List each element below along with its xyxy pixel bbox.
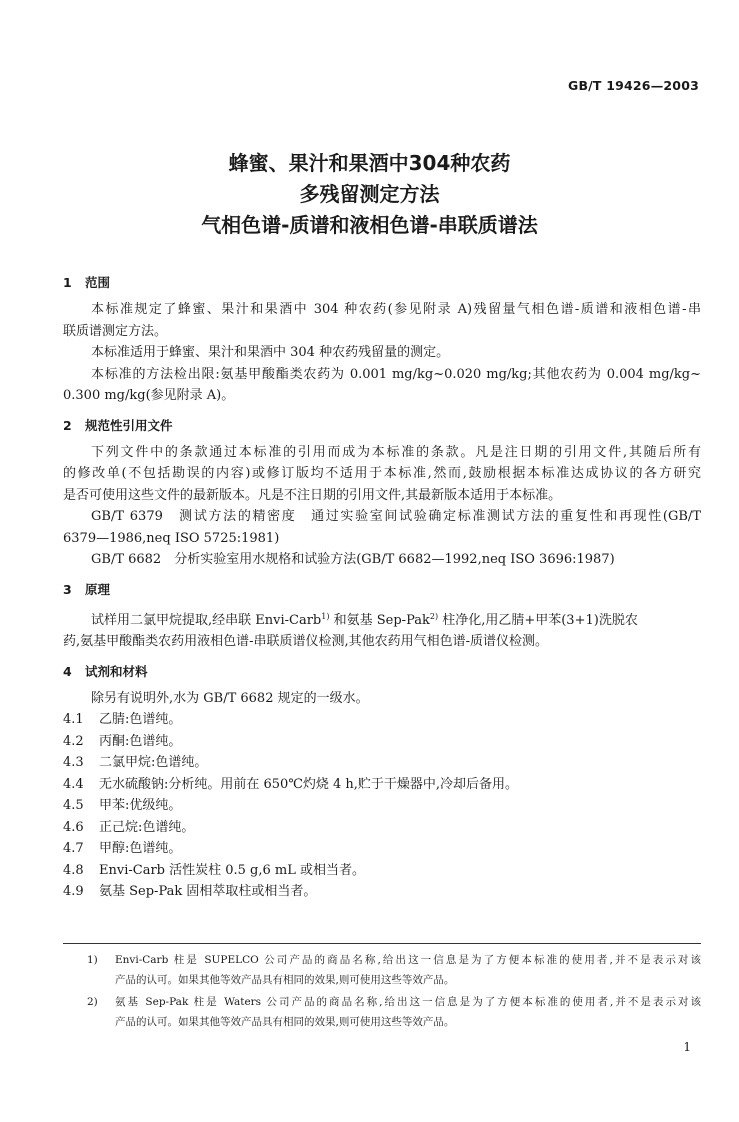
clause-number: 4.9 <box>63 884 84 899</box>
paragraph-line: 本标准适用于蜂蜜、果汁和果酒中 304 种农药残留量的测定。 <box>91 345 450 360</box>
document-title <box>0 148 739 241</box>
clause-text: 正己烷:色谱纯。 <box>99 819 195 835</box>
section-3-heading <box>63 579 701 600</box>
section-2-heading <box>63 415 701 436</box>
clause-number: 4.2 <box>63 733 84 749</box>
clause-text: 无水硫酸钠:分析纯。用前在 650℃灼烧 4 h,贮于干燥器中,冷却后备用。 <box>99 776 519 792</box>
section-4-heading <box>63 661 701 682</box>
paragraph-line: 药,氨基甲酸酯类农药用液相色谱-串联质谱仪检测,其他农药用气相色谱-质谱仪检测。 <box>63 634 549 649</box>
text-run: 和氨基 Sep-Pak <box>329 612 430 628</box>
footnote-2 <box>63 992 701 1032</box>
footnote-ref-1[interactable]: 1) <box>321 611 330 621</box>
clause-text: 甲醇:色谱纯。 <box>99 841 182 856</box>
section-number: 3 <box>63 581 72 597</box>
clause-number: 4.8 <box>63 862 84 878</box>
reference-line: GB/T 6379 测试方法的精密度 通过实验室间试验确定标准测试方法的重复性和再现性(GB/T <box>91 509 701 524</box>
footnote-line: 产品的认可。如果其他等效产品具有相同的效果,则可使用这些等效产品。 <box>115 1016 455 1028</box>
clause-text: 乙腈:色谱纯。 <box>99 712 182 727</box>
clause-number: 4.1 <box>63 712 84 727</box>
text-run: 柱净化,用乙腈+甲苯(3+1)洗脱农 <box>438 612 638 628</box>
clause-item <box>63 752 701 774</box>
title-line-1: 蜂蜜、果汁和果酒中304种农药 <box>228 151 511 175</box>
paragraph-line: 下列文件中的条款通过本标准的引用而成为本标准的条款。凡是注日期的引用文件,其随后所有 <box>91 444 701 460</box>
paragraph-line: 联质谱测定方法。 <box>63 323 168 339</box>
footnote-1 <box>63 950 701 990</box>
section-1-heading <box>63 272 701 293</box>
footnote-text <box>115 992 701 1032</box>
page-number: 1 <box>683 1040 691 1054</box>
clause-number: 4.3 <box>63 755 84 770</box>
clause-item <box>63 709 701 731</box>
footnote-text <box>115 950 701 990</box>
section-title: 原理 <box>85 581 111 597</box>
section-number: 1 <box>63 275 72 290</box>
clause-number: 4.7 <box>63 841 84 856</box>
clause-number: 4.5 <box>63 798 84 813</box>
paragraph-line: 0.300 mg/kg(参见附录 A)。 <box>63 388 235 403</box>
clause-item <box>63 860 701 882</box>
clause-item <box>63 731 701 753</box>
footnote-line: 产品的认可。如果其他等效产品具有相同的效果,则可使用这些等效产品。 <box>115 974 455 986</box>
footnote-line: 氨基 Sep-Pak 柱是 Waters 公司产品的商品名称,给出这一信息是为了方便本标准的使用者,并不是表示对该 <box>115 996 701 1008</box>
section-number: 4 <box>63 663 72 679</box>
clause-text: 氨基 Sep-Pak 固相萃取柱或相当者。 <box>99 884 317 899</box>
clause-item <box>63 817 701 839</box>
footnote-mark: 1) <box>87 954 98 966</box>
clause-item <box>63 774 701 796</box>
clause-text: Envi-Carb 活性炭柱 0.5 g,6 mL 或相当者。 <box>99 862 366 878</box>
clause-text: 二氯甲烷:色谱纯。 <box>99 755 208 770</box>
text-run: 试样用二氯甲烷提取,经串联 Envi-Carb <box>91 612 322 628</box>
footnotes <box>63 943 701 1034</box>
footnote-mark: 2) <box>87 996 98 1008</box>
footnote-ref-2[interactable]: 2) <box>429 611 439 621</box>
paragraph-line: 除另有说明外,水为 GB/T 6682 规定的一级水。 <box>91 690 369 706</box>
clause-number: 4.4 <box>63 776 84 792</box>
paragraph-line: 本标准规定了蜂蜜、果汁和果酒中 304 种农药(参见附录 A)残留量气相色谱-质谱和液相色谱-串 <box>91 302 701 317</box>
title-line-3: 气相色谱-质谱和液相色谱-串联质谱法 <box>201 213 538 237</box>
footnote-line: Envi-Carb 柱是 SUPELCO 公司产品的商品名称,给出这一信息是为了方便本标准的使用者,并不是表示对该 <box>115 954 701 966</box>
paragraph-line: 本标准的方法检出限:氨基甲酸酯类农药为 0.001 mg/kg~0.020 mg/kg;其他农药为 0.004 mg/kg~ <box>91 366 701 382</box>
reference-line: GB/T 6682 分析实验室用水规格和试验方法(GB/T 6682—1992,neq ISO 3696:1987) <box>91 552 615 567</box>
section-title: 试剂和材料 <box>85 663 148 679</box>
section-title: 规范性引用文件 <box>85 417 173 433</box>
paragraph-line <box>63 606 701 632</box>
clause-item <box>63 881 701 903</box>
paragraph-line: 的修改单(不包括勘误的内容)或修订版均不适用于本标准,然而,鼓励根据本标准达成协议的各方研究 <box>63 466 701 481</box>
clause-number: 4.6 <box>63 819 84 835</box>
paragraph-line: 是否可使用这些文件的最新版本。凡是不注日期的引用文件,其最新版本适用于本标准。 <box>63 487 562 503</box>
reference-line: 6379—1986,neq ISO 5725:1981) <box>63 530 280 546</box>
standard-code: GB/T 19426—2003 <box>567 78 699 93</box>
document-body <box>63 272 701 903</box>
section-number: 2 <box>63 417 72 433</box>
clause-text: 丙酮:色谱纯。 <box>99 733 182 749</box>
clause-item <box>63 795 701 817</box>
section-title: 范围 <box>85 275 111 290</box>
clause-item <box>63 838 701 860</box>
title-line-2: 多残留测定方法 <box>299 182 440 206</box>
clause-text: 甲苯:优级纯。 <box>99 798 182 813</box>
